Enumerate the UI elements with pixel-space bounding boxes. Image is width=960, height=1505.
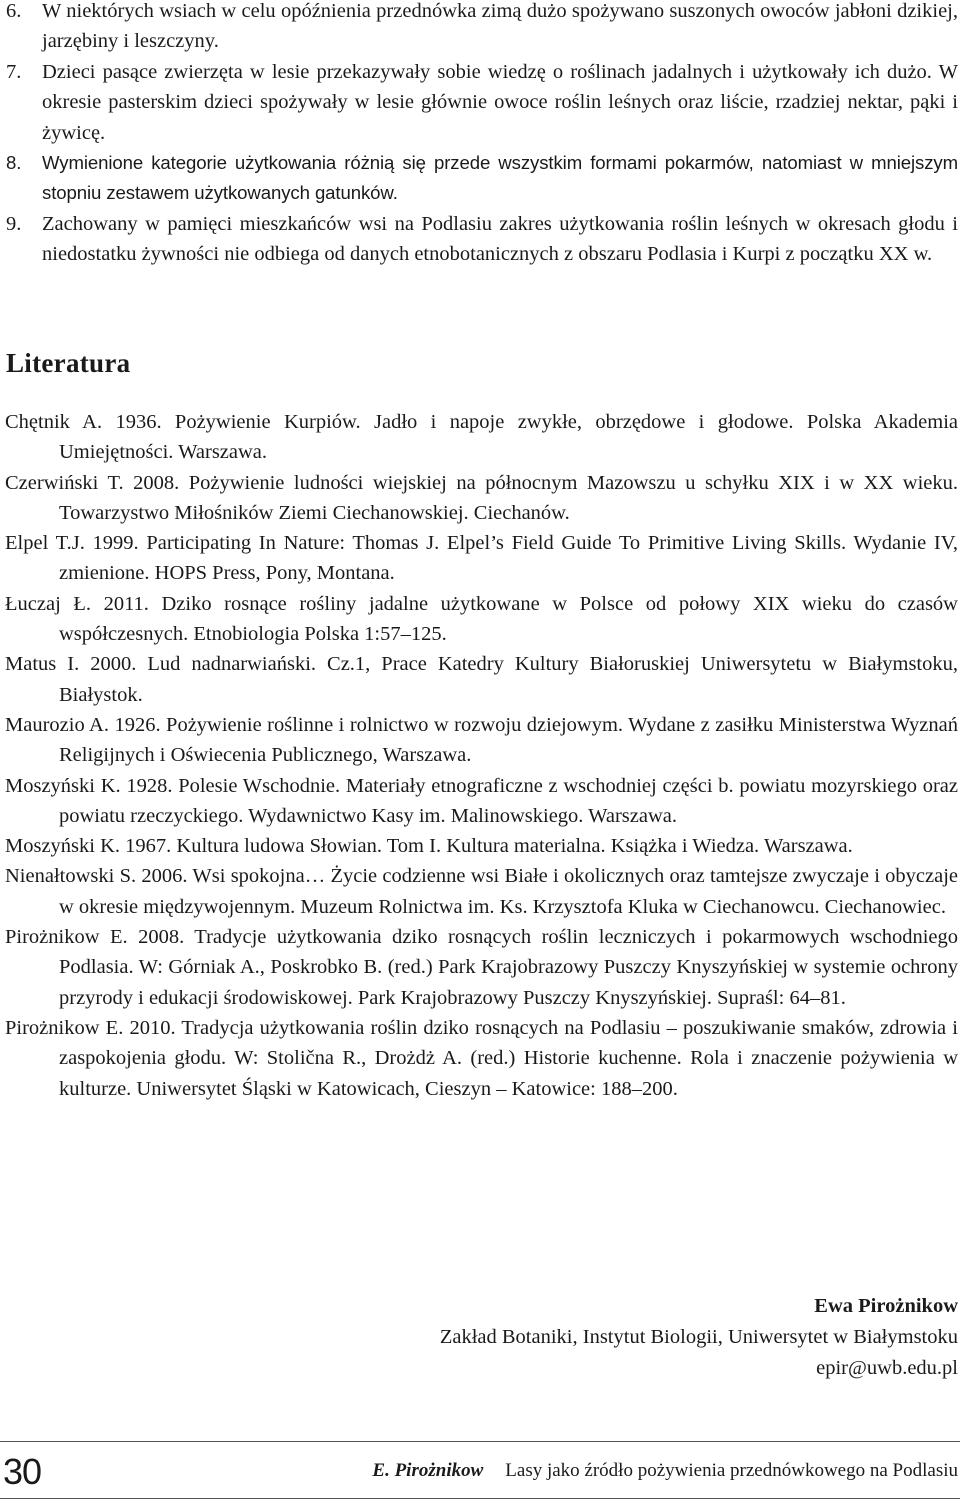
reference-item: Pirożnikow E. 2008. Tradycje użytkowania dziko rosnących roślin leczniczych i pokarmowych wschodniego Podlasia. W: Górniak A., Poskrobko B. (red.) Park Krajobrazowy Puszczy Knyszyńskiej w systemie ochrony przyrody i edukacji środowiskowej. Park Krajobrazowy Puszczy Knyszyńskiej. Supraśl: 64–81. xyxy=(5,926,958,1009)
author-affiliation: Zakład Botaniki, Instytut Biologii, Uniwersytet w Białymstoku xyxy=(439,1326,958,1348)
reference-item: Nienałtowski S. 2006. Wsi spokojna… Życie codzienne wsi Białe i okolicznych oraz tamtejsze zwyczaje i obyczaje w okresie międzywojennym. Muzeum Rolnictwa im. Ks. Krzysztofa Kluka w Ciechanowcu. Ciechanowiec. xyxy=(5,865,958,918)
conclusion-number: 9. xyxy=(6,212,22,235)
conclusion-number: 7. xyxy=(6,60,22,83)
conclusion-item xyxy=(6,209,958,270)
author-name: Ewa Pirożnikow xyxy=(814,1295,958,1317)
reference-item: Czerwiński T. 2008. Pożywienie ludności wiejskiej na północnym Mazowszu u schyłku XIX i w XX wieku. Towarzystwo Miłośników Ziemi Ciechanowskiej. Ciechanów. xyxy=(5,471,958,524)
reference-item: Pirożnikow E. 2010. Tradycja użytkowania roślin dziko rosnących na Podlasiu – poszukiwanie smaków, zdrowia i zaspokojenia głodu. W: Stolična R., Drożdż A. (red.) Historie kuchenne. Rola i znaczenie pożywienia w kulturze. Uniwersytet Śląski w Katowicach, Cieszyn – Katowice: 188–200. xyxy=(5,1016,958,1100)
author-block xyxy=(440,1291,958,1384)
reference-item: Łuczaj Ł. 2011. Dziko rosnące rośliny jadalne użytkowane w Polsce od połowy XIX wieku do czasów współczesnych. Etnobiologia Polska 1:57–125. xyxy=(5,592,958,646)
conclusion-item xyxy=(6,148,958,209)
reference-item: Chętnik A. 1936. Pożywienie Kurpiów. Jadło i napoje zwykłe, obrzędowe i głodowe. Polska Akademia Umiejętności. Warszawa. xyxy=(5,411,958,464)
literature-heading: Literatura xyxy=(6,348,131,378)
conclusion-text: Dzieci pasące zwierzęta w lesie przekazywały sobie wiedzę o roślinach jadalnych i użytkowały ich dużo. W okresie pasterskim dzieci spożywały w lesie głównie owoce roślin leśnych oraz liście, rzadziej nektar, pąki i żywicę. xyxy=(42,60,958,144)
reference-item: Matus I. 2000. Lud nadnarwiański. Cz.1, Prace Katedry Kultury Białoruskiej Uniwersytetu w Białymstoku, Białystok. xyxy=(5,653,958,706)
author-email: epir@uwb.edu.pl xyxy=(816,1357,958,1379)
reference-item: Moszyński K. 1967. Kultura ludowa Słowian. Tom I. Kultura materialna. Książka i Wiedza. Warszawa. xyxy=(5,835,853,858)
reference-list xyxy=(5,407,958,1104)
running-author: E. Pirożnikow xyxy=(372,1460,484,1481)
conclusion-item xyxy=(6,0,958,57)
page-number: 30 xyxy=(3,1451,42,1492)
running-title: Lasy jako źródło pożywienia przednówkowego na Podlasiu xyxy=(505,1460,958,1481)
conclusion-item xyxy=(6,57,958,148)
reference-item: Moszyński K. 1928. Polesie Wschodnie. Materiały etnograficzne z wschodniej części b. powiatu mozyrskiego oraz powiatu rzeczyckiego. Wydawnictwo Kasy im. Malinowskiego. Warszawa. xyxy=(5,774,958,827)
conclusions-list xyxy=(6,0,958,270)
conclusion-text: Zachowany w pamięci mieszkańców wsi na Podlasiu zakres użytkowania roślin leśnych w okresach głodu i niedostatku żywności nie odbiega od danych etnobotanicznych z obszaru Podlasia i Kurpi z początku XX w. xyxy=(42,212,958,266)
conclusion-number: 6. xyxy=(6,0,22,22)
running-head xyxy=(372,1460,958,1482)
footer-divider xyxy=(0,1441,960,1442)
conclusion-text: Wymienione kategorie użytkowania różnią się przede wszystkim formami pokarmów, natomiast w mniejszym stopniu zestawem użytkowanych gatunków. xyxy=(42,152,958,204)
reference-item: Elpel T.J. 1999. Participating In Nature: Thomas J. Elpel’s Field Guide To Primitive Living Skills. Wydanie IV, zmienione. HOPS Press, Pony, Montana. xyxy=(5,532,958,585)
conclusion-number: 8. xyxy=(6,152,22,174)
reference-item: Maurozio A. 1926. Pożywienie roślinne i rolnictwo w rozwoju dziejowym. Wydane z zasiłku Ministerstwa Wyznań Religijnych i Oświecenia Publicznego, Warszawa. xyxy=(5,713,958,767)
footer-bottom-divider xyxy=(0,1498,960,1499)
conclusion-text: W niektórych wsiach w celu opóźnienia przednówka zimą dużo spożywano suszonych owoców jabłoni dzikiej, jarzębiny i leszczyny. xyxy=(42,0,958,53)
